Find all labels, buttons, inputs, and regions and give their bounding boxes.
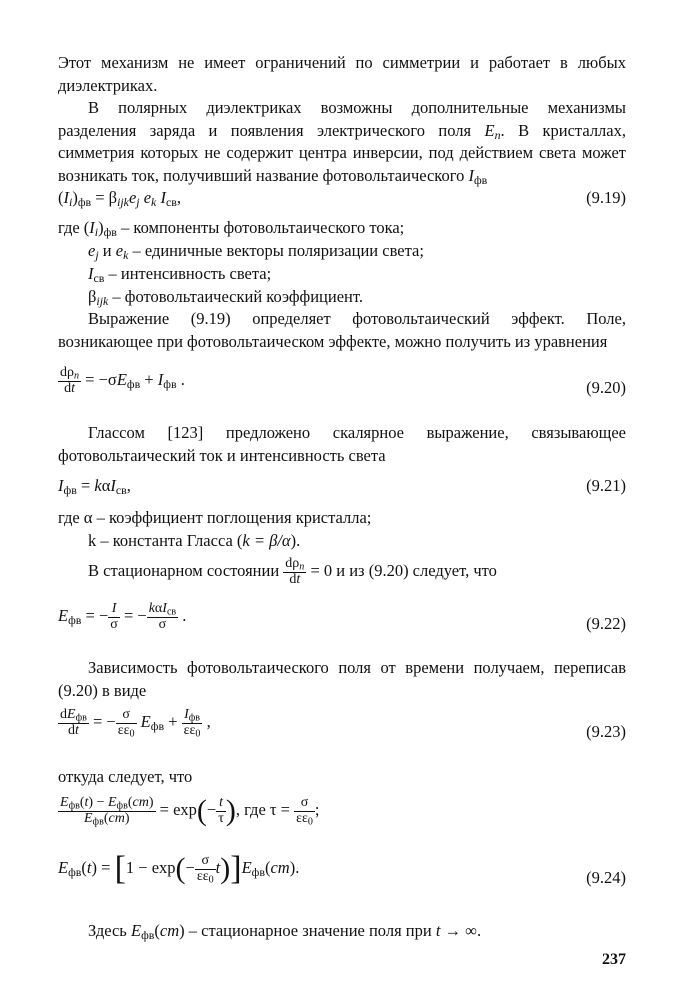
paragraph-1: Этот механизм не имеет ограничений по симметрии и работает в любых диэлектриках.: [58, 53, 626, 95]
equation-9-19: [58, 188, 626, 212]
paragraph-2-tail: . В кристаллах, симметрия которых не содержит центра инверсии, под действием света может возникать ток, получивший название фотовольтаического: [58, 120, 626, 185]
equation-9-22-body: $E_{фв}$ = − $\frac{I}{\sigma}$ = − $\frac{k\alpha I_{св}}{\sigma}$ .: [58, 601, 187, 632]
definition-line: $e_j$ и $e_k$ – единичные векторы поляризации света;: [88, 241, 424, 262]
equation-9-24-line-1-body: $\frac{E_{фв}(t) - E_{фв}(cm)}{E_{фв}(cm)}$ = exp(− $\frac{t}{\tau}$ ), где τ = $\frac{\sigma}{\varepsilon\varepsilon_0}$ ;: [60, 794, 320, 828]
paragraph-2-text: В полярных диэлектриках возможны дополнительные механизмы разделения заряда и появления электрического поля: [58, 98, 626, 140]
page-number: 237: [602, 951, 626, 968]
paragraph-4: Глассом [123] предложено скалярное выражение, связывающее фотовольтаический ток и интенсивность света: [58, 423, 626, 465]
definition-line: k – константа Гласса (k = β/α).: [88, 531, 301, 550]
equation-9-24-line-2: [58, 850, 626, 904]
equation-9-22: [58, 602, 626, 648]
equation-number: (9.20): [586, 378, 626, 397]
equation-9-24-line-2-body: $E_{фв}(t) = [1 - \exp(-$ $\frac{\sigma}{\varepsilon\varepsilon_0}$ $t)]E_{фв}(cm)$.: [58, 850, 300, 888]
paragraph-6: откуда следует, что: [58, 767, 193, 786]
equation-9-20: [58, 366, 626, 412]
final-line: Здесь $E_{фв}(cm)$ – стационарное значение поля при t → ∞.: [88, 921, 482, 942]
definition-line: где α – коэффициент поглощения кристалла;: [58, 508, 372, 527]
var-e: E: [484, 120, 495, 140]
sub-n: n: [494, 127, 501, 142]
equation-9-24-line-1: [58, 796, 626, 846]
equation-9-23: [58, 708, 626, 758]
stationary-line: В стационарном состоянии $\frac{d\rho_n}{dt}$ = 0 и из (9.20) следует, что: [88, 556, 497, 587]
equation-number: (9.22): [586, 614, 626, 633]
equation-9-23-body: $\frac{dE_{фв}}{dt}$ = − $\frac{\sigma}{\varepsilon\varepsilon_0}$ $E_{фв}$ + $\frac{I_{фв}}{\varepsilon\varepsilon_0}$ ,: [60, 707, 211, 740]
definition-line: где $(I_i)_{фв}$ – компоненты фотовольтаического тока;: [58, 218, 405, 239]
definition-line: $\beta_{ijk}$ – фотовольтаический коэффициент.: [88, 287, 363, 308]
equation-9-19-body: $(I_i)_{фв} = \beta_{ijk}e_j$ $e_k$ $I_{св}$,: [58, 188, 181, 209]
equation-9-21: [58, 476, 626, 500]
paragraph-5: Зависимость фотовольтаического поля от времени получаем, переписав (9.20) в виде: [58, 658, 626, 700]
paragraph-3: Выражение (9.19) определяет фотовольтаический эффект. Поле, возникающее при фотовольтаическом эффекте, можно получить из уравнения: [58, 309, 626, 351]
definition-line: $I_{св}$ – интенсивность света;: [88, 264, 272, 285]
equation-number: (9.23): [586, 722, 626, 741]
equation-number: (9.21): [586, 476, 626, 495]
sub-fv: фв: [473, 172, 488, 187]
equation-9-20-body: $\frac{d\rho_n}{dt}$ = $-\sigma E_{фв} + I_{фв}$ .: [60, 365, 185, 396]
equation-number: (9.19): [586, 188, 626, 207]
var-i: I: [468, 165, 474, 185]
equation-number: (9.24): [586, 868, 626, 887]
paragraph-2: [58, 97, 626, 187]
equation-9-21-body: $I_{фв} = k\alpha I_{св}$,: [58, 476, 131, 497]
